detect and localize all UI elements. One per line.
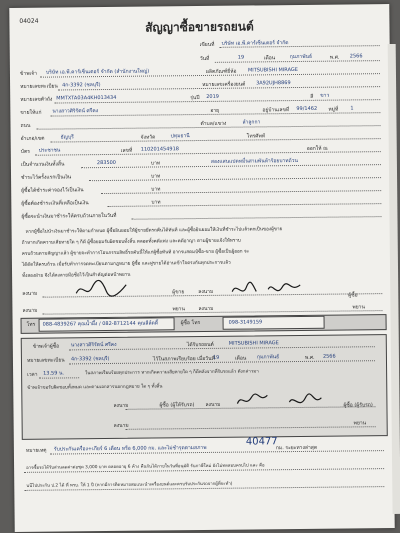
receipt-time-text: ในสภาพเรียบร้อยทุกประการ หากเกิดความเสียหายใด ๆ ก็ดีหลังจากที่รับรถแล้ว ตังกล่าวมา [85, 369, 259, 377]
sign-label: ลงนาม [113, 422, 129, 429]
witness-role: พยาน [172, 306, 185, 313]
month-label: เดือน [263, 55, 276, 62]
dotted-line [51, 138, 381, 142]
card-type: ประชาชน [38, 147, 61, 154]
baht-label: บาท [151, 199, 161, 206]
brand-label: ผลิตภัณฑ์ยี่ห้อ [205, 68, 237, 75]
dotted-line [131, 216, 381, 220]
district-value: ธัญบุรี [60, 134, 74, 141]
address-value: 99/1462 [296, 105, 318, 113]
written-at-value: บริษัท เอ.พี.คาร์เซ็นเตอร์ จำกัด [221, 40, 289, 47]
engine-label: หมายเลขเครื่องยนต์ [202, 81, 246, 88]
date-month: กุมภาพันธ์ [289, 53, 313, 61]
moo-value: 1 [350, 105, 354, 112]
model-year-label: รุ่นปี [190, 95, 200, 102]
card-no: 110201454918 [140, 146, 179, 153]
chassis-label: หมายเลขตัวถัง [20, 96, 53, 103]
baht-label: บาท [151, 186, 161, 193]
receiver-signature-2 [285, 390, 325, 410]
chassis-value: MMTXTA03A4KH013434 [56, 94, 117, 102]
price-unit: บาท [150, 160, 161, 167]
receipt-time-label: เวลา [27, 371, 38, 378]
receipt-car-label: ได้รับรถยนต์ [186, 341, 214, 349]
brand-value: MITSUBISHI MIRAGE [247, 66, 298, 74]
payment-row-3: ผู้ซื้อต้องชำระเงินที่เหลือเป็นเงิน [21, 200, 89, 207]
receipt-plate-label: หมายเลขทะเบียน [26, 357, 65, 364]
dotted-line [107, 203, 381, 207]
plate-value: 4ก-3392 (ชลบุรี) [62, 82, 101, 89]
address-label: อยู่บ้านเลขที่ [262, 107, 290, 114]
receipt-car: MITSUBISHI MIRAGE [228, 340, 279, 347]
clause-1: หากผู้ซื้อไม่นำเงินมาชำระให้ตามกำหนด ผู้ซื้อยินยอมให้ผู้ขายยึดรถคืนได้ทันที และผู้ซื้อยินยอมให้เงินที่ชำระไปแล้วตกเป็นของผู้ขาย [25, 227, 283, 235]
buyer-label: ขายให้แก่ [20, 109, 42, 116]
color-label: สี [310, 93, 314, 100]
plate-label: หมายเลขทะเบียน [20, 83, 58, 90]
engine-value: 3A92UJH8869 [256, 80, 291, 87]
sign-label: ลงนาม [205, 401, 221, 408]
payment-row-1: ชำระไว้ครั้งแรกเป็นเงิน [21, 174, 72, 181]
receipt-plate: 4ก-3392 (ชลบุรี) [70, 355, 110, 363]
card-no-label: เลขที่ [120, 147, 133, 154]
model-year-value: 2019 [206, 93, 219, 100]
receipt-buyer-label: ข้าพเจ้าผู้ซื้อ [32, 343, 60, 350]
dotted-line [81, 164, 381, 168]
province-label: จังหวัด [140, 134, 156, 141]
clause-2: ถ้าหากเกิดความเสียหายใด ๆ ก็ดี ผู้ซื้อยอมรับผิดชอบทั้งสิ้น ตลอดทั้งคดีแพ่ง และคดีอาญา ตามผู้ขายแจ้งให้ทราบ [21, 238, 241, 246]
footer-line-2: อาจซื้อรถได้รับส่วนลดค่าต่อชุด 3,000 บาท ตลอดอายุ 6 ค้าง คืนกันได้ภายในวันที่อนุมัติ รับภาษีใหม่ ยังไม่ทดสอบครบไป และ คือ [26, 463, 265, 471]
moo-label: หมู่ที่ [328, 106, 339, 113]
buyer-phone-label: ผู้ซื้อ โทร [180, 320, 201, 327]
date-label: วันที่ [199, 55, 210, 63]
buyer-phone: 098-3149159 [228, 319, 263, 326]
receiver-role: ผู้ซื้อ (ผู้ให้รับรถ) [159, 402, 195, 409]
receipt-condition: ไว้ในสภาพเรียบร้อย เมื่อวันที่ [152, 355, 215, 363]
seller-signature [72, 277, 132, 300]
witness-role: พยาน [353, 420, 367, 427]
buyer-role: ผู้ซื้อ [348, 292, 358, 299]
subdistrict-label: ตำบล/แขวง [200, 120, 227, 128]
clause-3: ครบถ้วนตามสัญญาแล้ว ผู้ขายจะทำการโอนกรรมสิทธิ์รถคันนี้ให้แก่ผู้ซื้อทันที อากรแสตมป์ซื้อ-ขาย ผู้ซื้อเป็นผู้ออก จะ [21, 249, 250, 257]
receipt-month: กุมภาพันธ์ [256, 354, 280, 361]
date-day: 19 [237, 54, 245, 61]
card-label: บัตร [20, 148, 30, 155]
km-value: 40477 [245, 436, 278, 448]
contract-paper [9, 4, 394, 532]
buyer-signature [228, 277, 308, 300]
buyer-name: นางสาวศิริรัตน์ ศรีคง [52, 108, 99, 115]
seller-label: ข้าพเจ้า [19, 70, 37, 77]
clause-4: ได้ตัดให้ครบถ้วน เมื่อรับทำการจดทะเบียนตามกฎหมาย ผู้ซื้อ และผู่ขายได้อ่านเข้าใจตรงกันทุกประการแล้ว [21, 260, 231, 268]
sign-label: ลงนาม [22, 290, 38, 297]
phone-label: โทรศัพท์ [246, 133, 266, 140]
sign-label: ลงนาม [113, 402, 129, 409]
receipt-year: 2566 [322, 353, 336, 360]
seller-role: ผู้ขาย [172, 289, 185, 296]
receiver-signature [233, 389, 273, 409]
province-value: ปทุมธานี [170, 133, 190, 140]
paper-edge [388, 44, 400, 514]
payment-row-2: ผู้ซื้อได้ชำระค่าจองไว้เป็นเงิน [21, 187, 84, 194]
issued-label: ออกให้ ณ [306, 145, 328, 152]
baht-label: บาท [151, 173, 161, 180]
clause-5: ทั้งสองฝ่าย จึงได้ลงลายมือชื่อไว้เป็นสำคัญต่อหน้าพยาน [22, 272, 131, 279]
receiver-role-2: ผู้ซื้อ (ผู้รับรถ) [343, 402, 373, 409]
receipt-year-label: พ.ศ. [304, 354, 315, 361]
document-title: สัญญาซื้อขายรถยนต์ [145, 19, 254, 35]
witness-role: พยาน [352, 304, 365, 311]
payment-final-row: ผู้ซื้อจะนำเงินมาชำระให้ครบถ้วนภายในวันที่ [21, 212, 117, 220]
subdistrict-value: ลำลูกกา [242, 119, 261, 126]
km-label: กม. ระยะทางล่าสุด [275, 444, 318, 452]
date-year: 2566 [349, 53, 363, 60]
receipt-month-label: เดือน [234, 355, 247, 362]
dotted-line [35, 151, 381, 156]
district-label: อำเภอ/เขต [20, 135, 45, 142]
written-at-label: เขียนที่ [199, 41, 215, 49]
sign-label: ลงนาม [198, 305, 214, 313]
seller-phone: 088-4839267 คุณน้ำผึ้ง / 082-8712144 คุณลีล์ดดี้ [42, 320, 159, 328]
price-label: เป็นจำนวนเงินทั้งสิ้น [20, 161, 65, 168]
reference-number: 04024 [19, 17, 39, 25]
dotted-line [101, 190, 381, 194]
receipt-time: 13.59 น. [43, 370, 65, 377]
seller-phone-label: โทร [26, 321, 36, 328]
color-value: ขาว [320, 92, 330, 99]
footer-line-3: นนีไปประกัน ป.2 ได้ ที่ พรบ. ให้ 1 ปี (หากมีการติดหมายสมแนะนำเครื่องยนต์และครบรับประกันรถจากผู้ที่จะทำ) [26, 481, 233, 489]
price-words: สองแสนแปดหมื่นสามพันห้าร้อยบาทถ้วน [210, 157, 298, 165]
seller-name: บริษัท เอ.พี.คาร์เซ็นเตอร์ จำกัด (สำนักงานใหญ่) [45, 68, 150, 76]
receipt-note: ข้าพเจ้าขอรับผิดชอบทั้งหมด และตามเอกสารนอกกฎหมาย ใด ๆ ทั้งสิ้น [27, 384, 163, 391]
price-value: 283500 [96, 159, 117, 167]
sign-label: ลงนาม [22, 307, 38, 314]
year-label: พ.ศ. [329, 54, 340, 61]
receipt-buyer: นางสาวศิริรัตน์ ศรีคง [70, 341, 117, 349]
receipt-day: 19 [212, 354, 220, 361]
dotted-line [89, 177, 381, 181]
warranty-text: รับประกันเครื่อง+เกียร์ 6 เดือน หรือ 6,000 กม. และไม่ชำรุดตามสภาพ [53, 444, 207, 453]
road-label: ถนน [20, 122, 31, 129]
warranty-label: หมายเหตุ [25, 447, 47, 454]
sign-label: ลงนาม [198, 288, 214, 296]
age-label: อายุ [210, 107, 220, 114]
